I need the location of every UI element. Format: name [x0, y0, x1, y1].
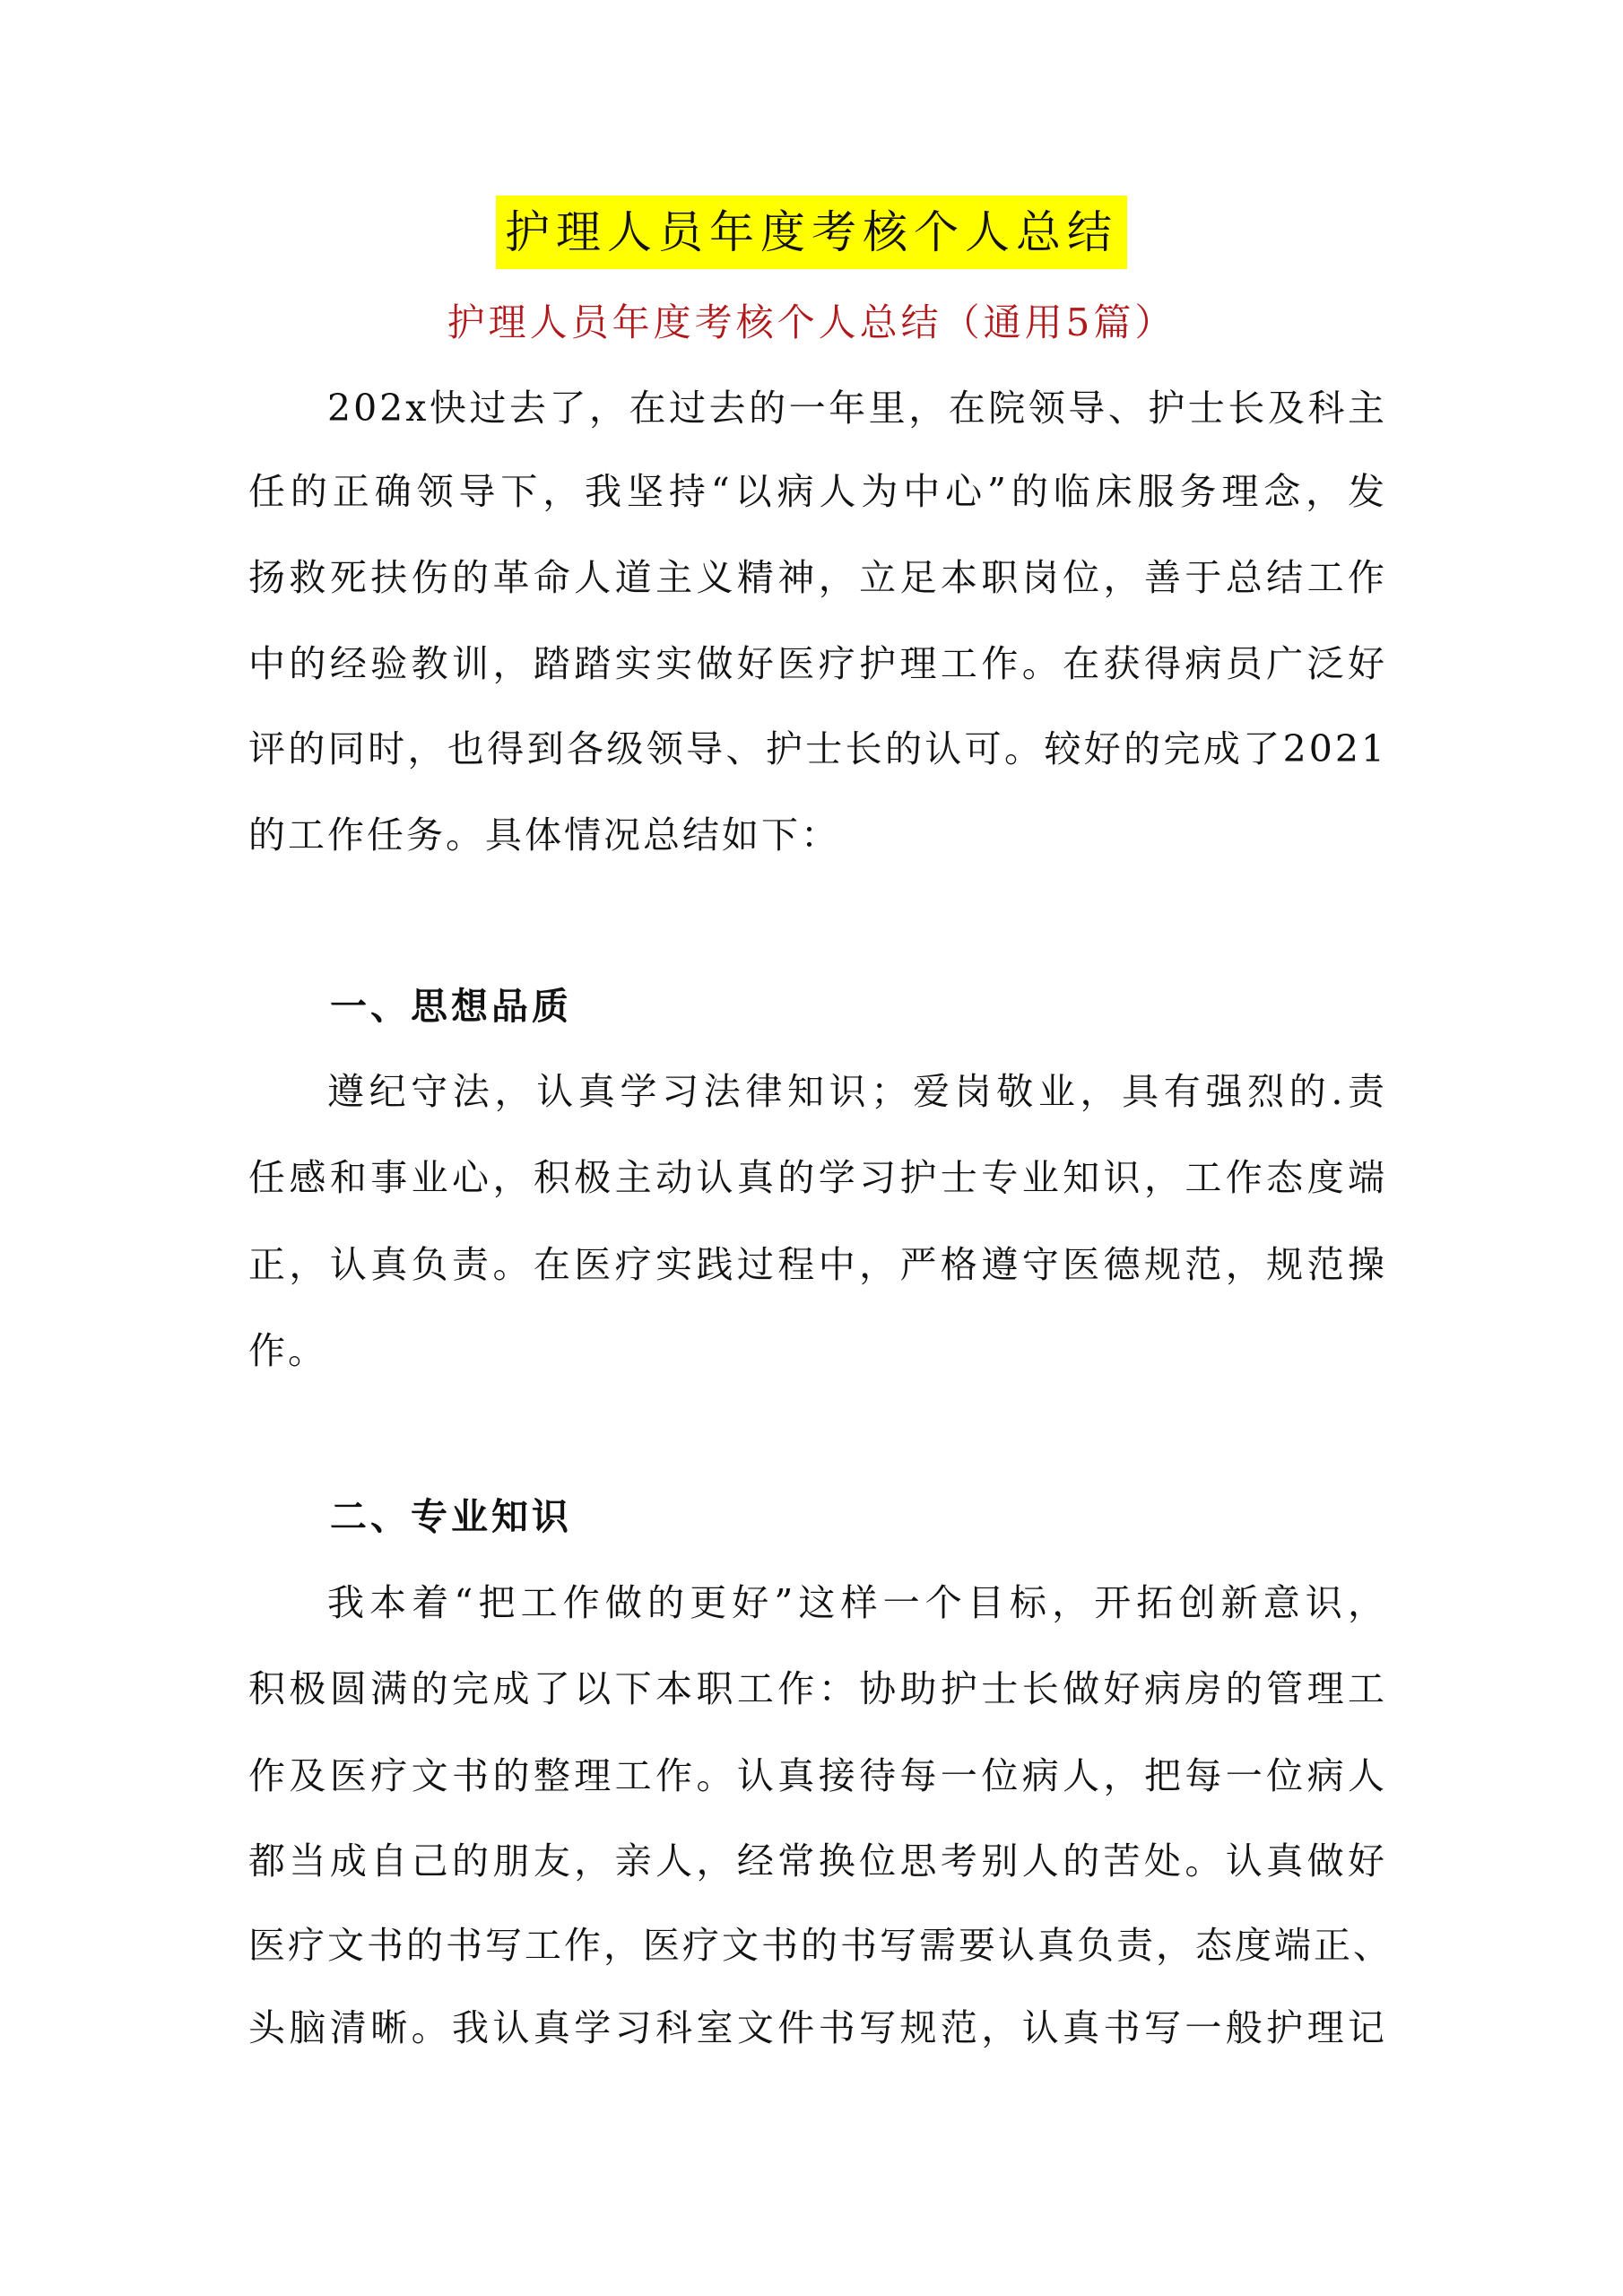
- section-line: 任感和事业心，积极主动认真的学习护士专业知识，工作态度端: [248, 1156, 1387, 1199]
- section-heading: 二、专业知识: [330, 1495, 572, 1538]
- intro-line: 的工作任务。具体情况总结如下：: [248, 813, 840, 857]
- section-line: 作。: [248, 1329, 327, 1372]
- title-container: [0, 196, 1623, 269]
- section-line: 头脑清晰。我认真学习科室文件书写规范，认真书写一般护理记: [248, 2006, 1387, 2049]
- section-line: 正，认真负责。在医疗实践过程中，严格遵守医德规范，规范操: [248, 1243, 1387, 1286]
- section-line: 我本着“把工作做的更好”这样一个目标，开拓创新意识，: [327, 1581, 1387, 1624]
- section-line: 医疗文书的书写工作，医疗文书的书写需要认真负责，态度端正、: [248, 1924, 1393, 1967]
- intro-line: 扬救死扶伤的革命人道主义精神，立足本职岗位，善于总结工作: [248, 556, 1387, 599]
- section-heading: 一、思想品质: [330, 985, 572, 1028]
- intro-line: 任的正确领导下，我坚持“以病人为中心”的临床服务理念，发: [248, 470, 1387, 513]
- section-line: 遵纪守法，认真学习法律知识；爱岗敬业，具有强烈的.责: [327, 1070, 1387, 1113]
- intro-line: 202x快过去了，在过去的一年里，在院领导、护士长及科主: [327, 387, 1387, 430]
- section-line: 积极圆满的完成了以下本职工作：协助护士长做好病房的管理工: [248, 1667, 1387, 1710]
- document-title: 护理人员年度考核个人总结: [496, 196, 1127, 269]
- document-subtitle: 护理人员年度考核个人总结（通用5篇）: [447, 300, 1176, 344]
- intro-line: 中的经验教训，踏踏实实做好医疗护理工作。在获得病员广泛好: [248, 642, 1387, 685]
- section-line: 都当成自己的朋友，亲人，经常换位思考别人的苦处。认真做好: [248, 1839, 1387, 1883]
- section-line: 作及医疗文书的整理工作。认真接待每一位病人，把每一位病人: [248, 1754, 1387, 1797]
- intro-line: 评的同时，也得到各级领导、护士长的认可。较好的完成了2021: [248, 727, 1387, 770]
